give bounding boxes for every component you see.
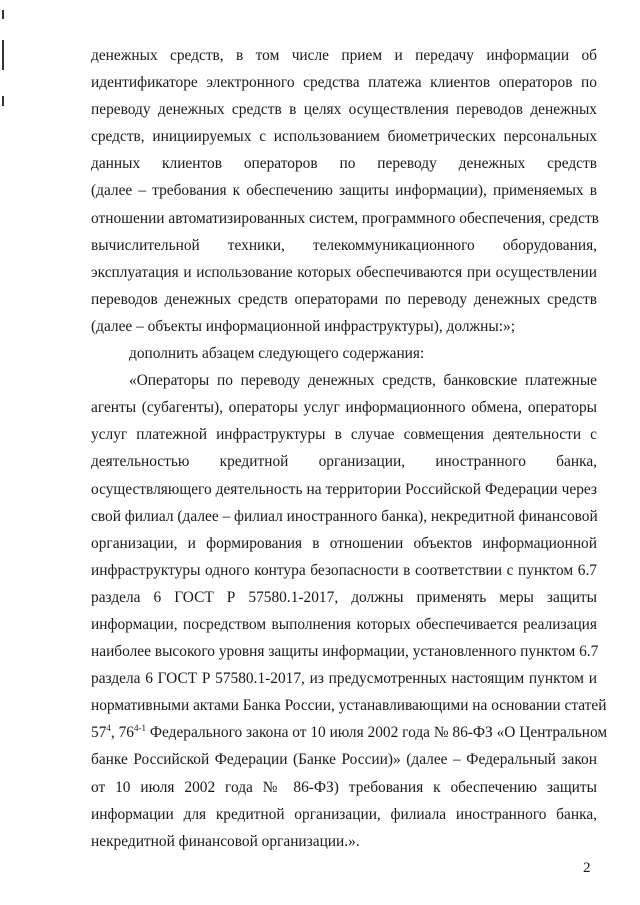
text-line: свой филиал (далее – филиал иностранного банка), некредитной финансовой: [91, 507, 598, 525]
text-line: банке Российской Федерации (Банке России)» (далее – Федеральный закон: [91, 751, 597, 769]
text-line: агенты (субагенты), операторы услуг информационного обмена, операторы: [91, 399, 597, 417]
text-line: раздела 6 ГОСТ Р 57580.1-2017, должны применять меры защиты: [91, 588, 597, 606]
text-line: (далее – требования к обеспечению защиты информации), применяемых в: [91, 182, 597, 200]
article-number: 57: [91, 724, 107, 742]
text-line-last: (далее – объекты информационной инфраструктуры), должны:»;: [91, 317, 515, 335]
text-line-last: некредитной финансовой организации.».: [91, 832, 360, 850]
scan-margin-mark: [2, 10, 4, 19]
text-line: организации, и формирования в отношении объектов информационной: [91, 534, 597, 552]
text-line: отношении автоматизированных систем, программного обеспечения, средств: [91, 209, 599, 227]
text-line: вычислительной техники, телекоммуникационного оборудования,: [91, 236, 597, 254]
document-body: [91, 42, 608, 855]
scan-margin-mark: [2, 96, 4, 106]
text-line-with-superscripts: [91, 719, 608, 746]
article-number: , 76: [110, 724, 134, 742]
text-line: деятельностью кредитной организации, иностранного банка,: [91, 453, 597, 471]
article-superscript: 4-1: [133, 722, 146, 733]
text-line: идентификаторе электронного средства платежа клиентов операторов по: [91, 74, 597, 92]
article-superscript: 4: [106, 722, 111, 733]
text-line: от 10 июля 2002 года № 86-ФЗ) требования к обеспечению защиты: [91, 778, 597, 796]
text-line: средств, инициируемых с использованием биометрических персональных: [91, 128, 597, 146]
text-line: инфраструктуры одного контура безопасности в соответствии с пунктом 6.7: [91, 561, 597, 579]
text-line: нормативными актами Банка России, устанавливающими на основании статей: [91, 697, 607, 715]
text-line: услуг платежной инфраструктуры в случае совмещения деятельности с: [91, 426, 597, 444]
text-fragment: Федерального закона от 10 июля 2002 года № 86-ФЗ «О Центральном: [145, 724, 608, 742]
text-line: информации, посредством выполнения которых обеспечивается реализация: [91, 615, 597, 633]
paragraph-first-line: «Операторы по переводу денежных средств, банковские платежные: [129, 372, 597, 390]
text-line: переводов денежных средств операторами по переводу денежных средств: [91, 290, 597, 308]
scan-margin-mark: [2, 40, 4, 70]
text-line: наиболее высокого уровня защиты информации, установленного пунктом 6.7: [91, 643, 599, 661]
paragraph-line: дополнить абзацем следующего содержания:: [129, 345, 425, 363]
text-line: переводу денежных средств в целях осуществления переводов денежных: [91, 101, 597, 119]
page-number: 2: [583, 860, 591, 876]
text-line: данных клиентов операторов по переводу денежных средств: [91, 155, 597, 173]
text-line: эксплуатация и использование которых обеспечиваются при осуществлении: [91, 263, 597, 281]
text-line: денежных средств, в том числе прием и передачу информации об: [91, 47, 597, 64]
text-line: осуществляющего деятельность на территории Российской Федерации через: [91, 480, 597, 498]
text-line: информации для кредитной организации, филиала иностранного банка,: [91, 805, 597, 823]
text-line: раздела 6 ГОСТ Р 57580.1-2017, из предусмотренных настоящим пунктом и: [91, 670, 597, 688]
